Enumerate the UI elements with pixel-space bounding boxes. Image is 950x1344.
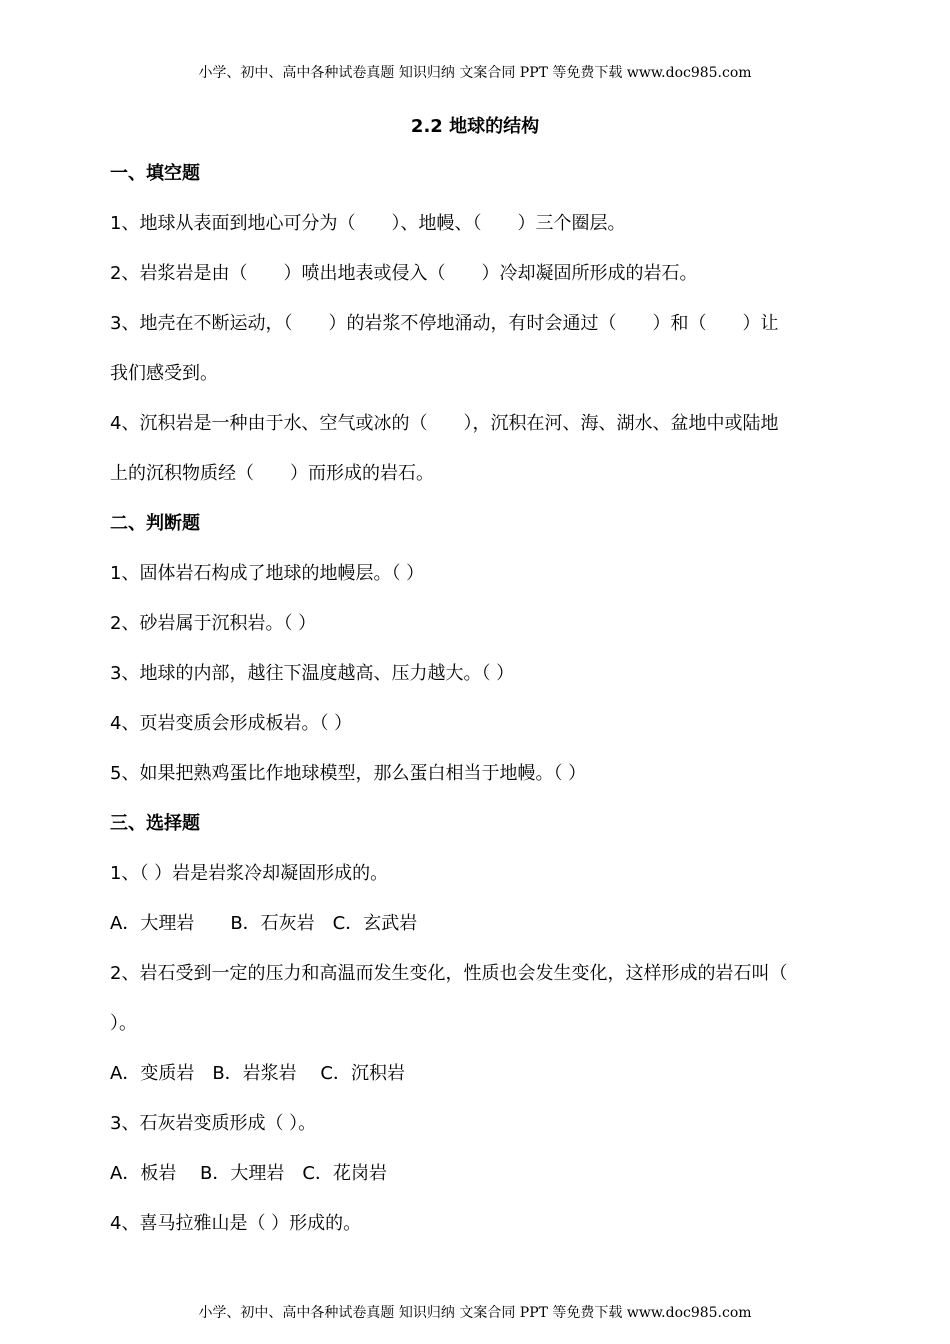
question-line: A．变质岩 B．岩浆岩 C．沉积岩 bbox=[110, 1063, 405, 1084]
question-line: ）。 bbox=[110, 1013, 137, 1034]
question-line: 1、地球从表面到地心可分为（ ）、地幔、（ ）三个圈层。 bbox=[110, 213, 626, 234]
question-line: 2、岩浆岩是由（ ）喷出地表或侵入（ ）冷却凝固所形成的岩石。 bbox=[110, 263, 698, 284]
section-heading: 一、填空题 bbox=[110, 163, 200, 184]
page-footer: 小学、初中、高中各种试卷真题 知识归纳 文案合同 PPT 等免费下载 www.doc985.com bbox=[198, 1305, 752, 1321]
question-line: 我们感受到。 bbox=[110, 363, 218, 384]
question-line: 4、沉积岩是一种由于水、空气或冰的（ ），沉积在河、海、湖水、盆地中或陆地 bbox=[110, 413, 779, 434]
question-line: 3、石灰岩变质形成（ ）。 bbox=[110, 1113, 317, 1134]
document-title: 2.2 地球的结构 bbox=[410, 116, 540, 137]
question-line: 1、（ ）岩是岩浆冷却凝固形成的。 bbox=[110, 863, 389, 884]
question-line: 3、地球的内部，越往下温度越高、压力越大。（ ） bbox=[110, 663, 515, 684]
question-line: 4、喜马拉雅山是（ ）形成的。 bbox=[110, 1213, 362, 1234]
page-header: 小学、初中、高中各种试卷真题 知识归纳 文案合同 PPT 等免费下载 www.doc985.com bbox=[198, 65, 752, 81]
question-line: A．大理岩 B．石灰岩 C．玄武岩 bbox=[110, 913, 418, 934]
question-line: 2、岩石受到一定的压力和高温而发生变化，性质也会发生变化，这样形成的岩石叫（ bbox=[110, 963, 788, 984]
question-line: 上的沉积物质经（ ）而形成的岩石。 bbox=[110, 463, 434, 484]
question-line: 2、砂岩属于沉积岩。（ ） bbox=[110, 613, 317, 634]
question-line: A．板岩 B．大理岩 C．花岗岩 bbox=[110, 1163, 387, 1184]
question-line: 5、如果把熟鸡蛋比作地球模型，那么蛋白相当于地幔。（ ） bbox=[110, 763, 587, 784]
section-heading: 三、选择题 bbox=[110, 813, 200, 834]
section-heading: 二、判断题 bbox=[110, 513, 200, 534]
question-line: 4、页岩变质会形成板岩。（ ） bbox=[110, 713, 353, 734]
document-body bbox=[110, 160, 840, 1260]
question-line: 3、地壳在不断运动，（ ）的岩浆不停地涌动，有时会通过（ ）和（ ）让 bbox=[110, 313, 779, 334]
question-line: 1、固体岩石构成了地球的地幔层。（ ） bbox=[110, 563, 425, 584]
